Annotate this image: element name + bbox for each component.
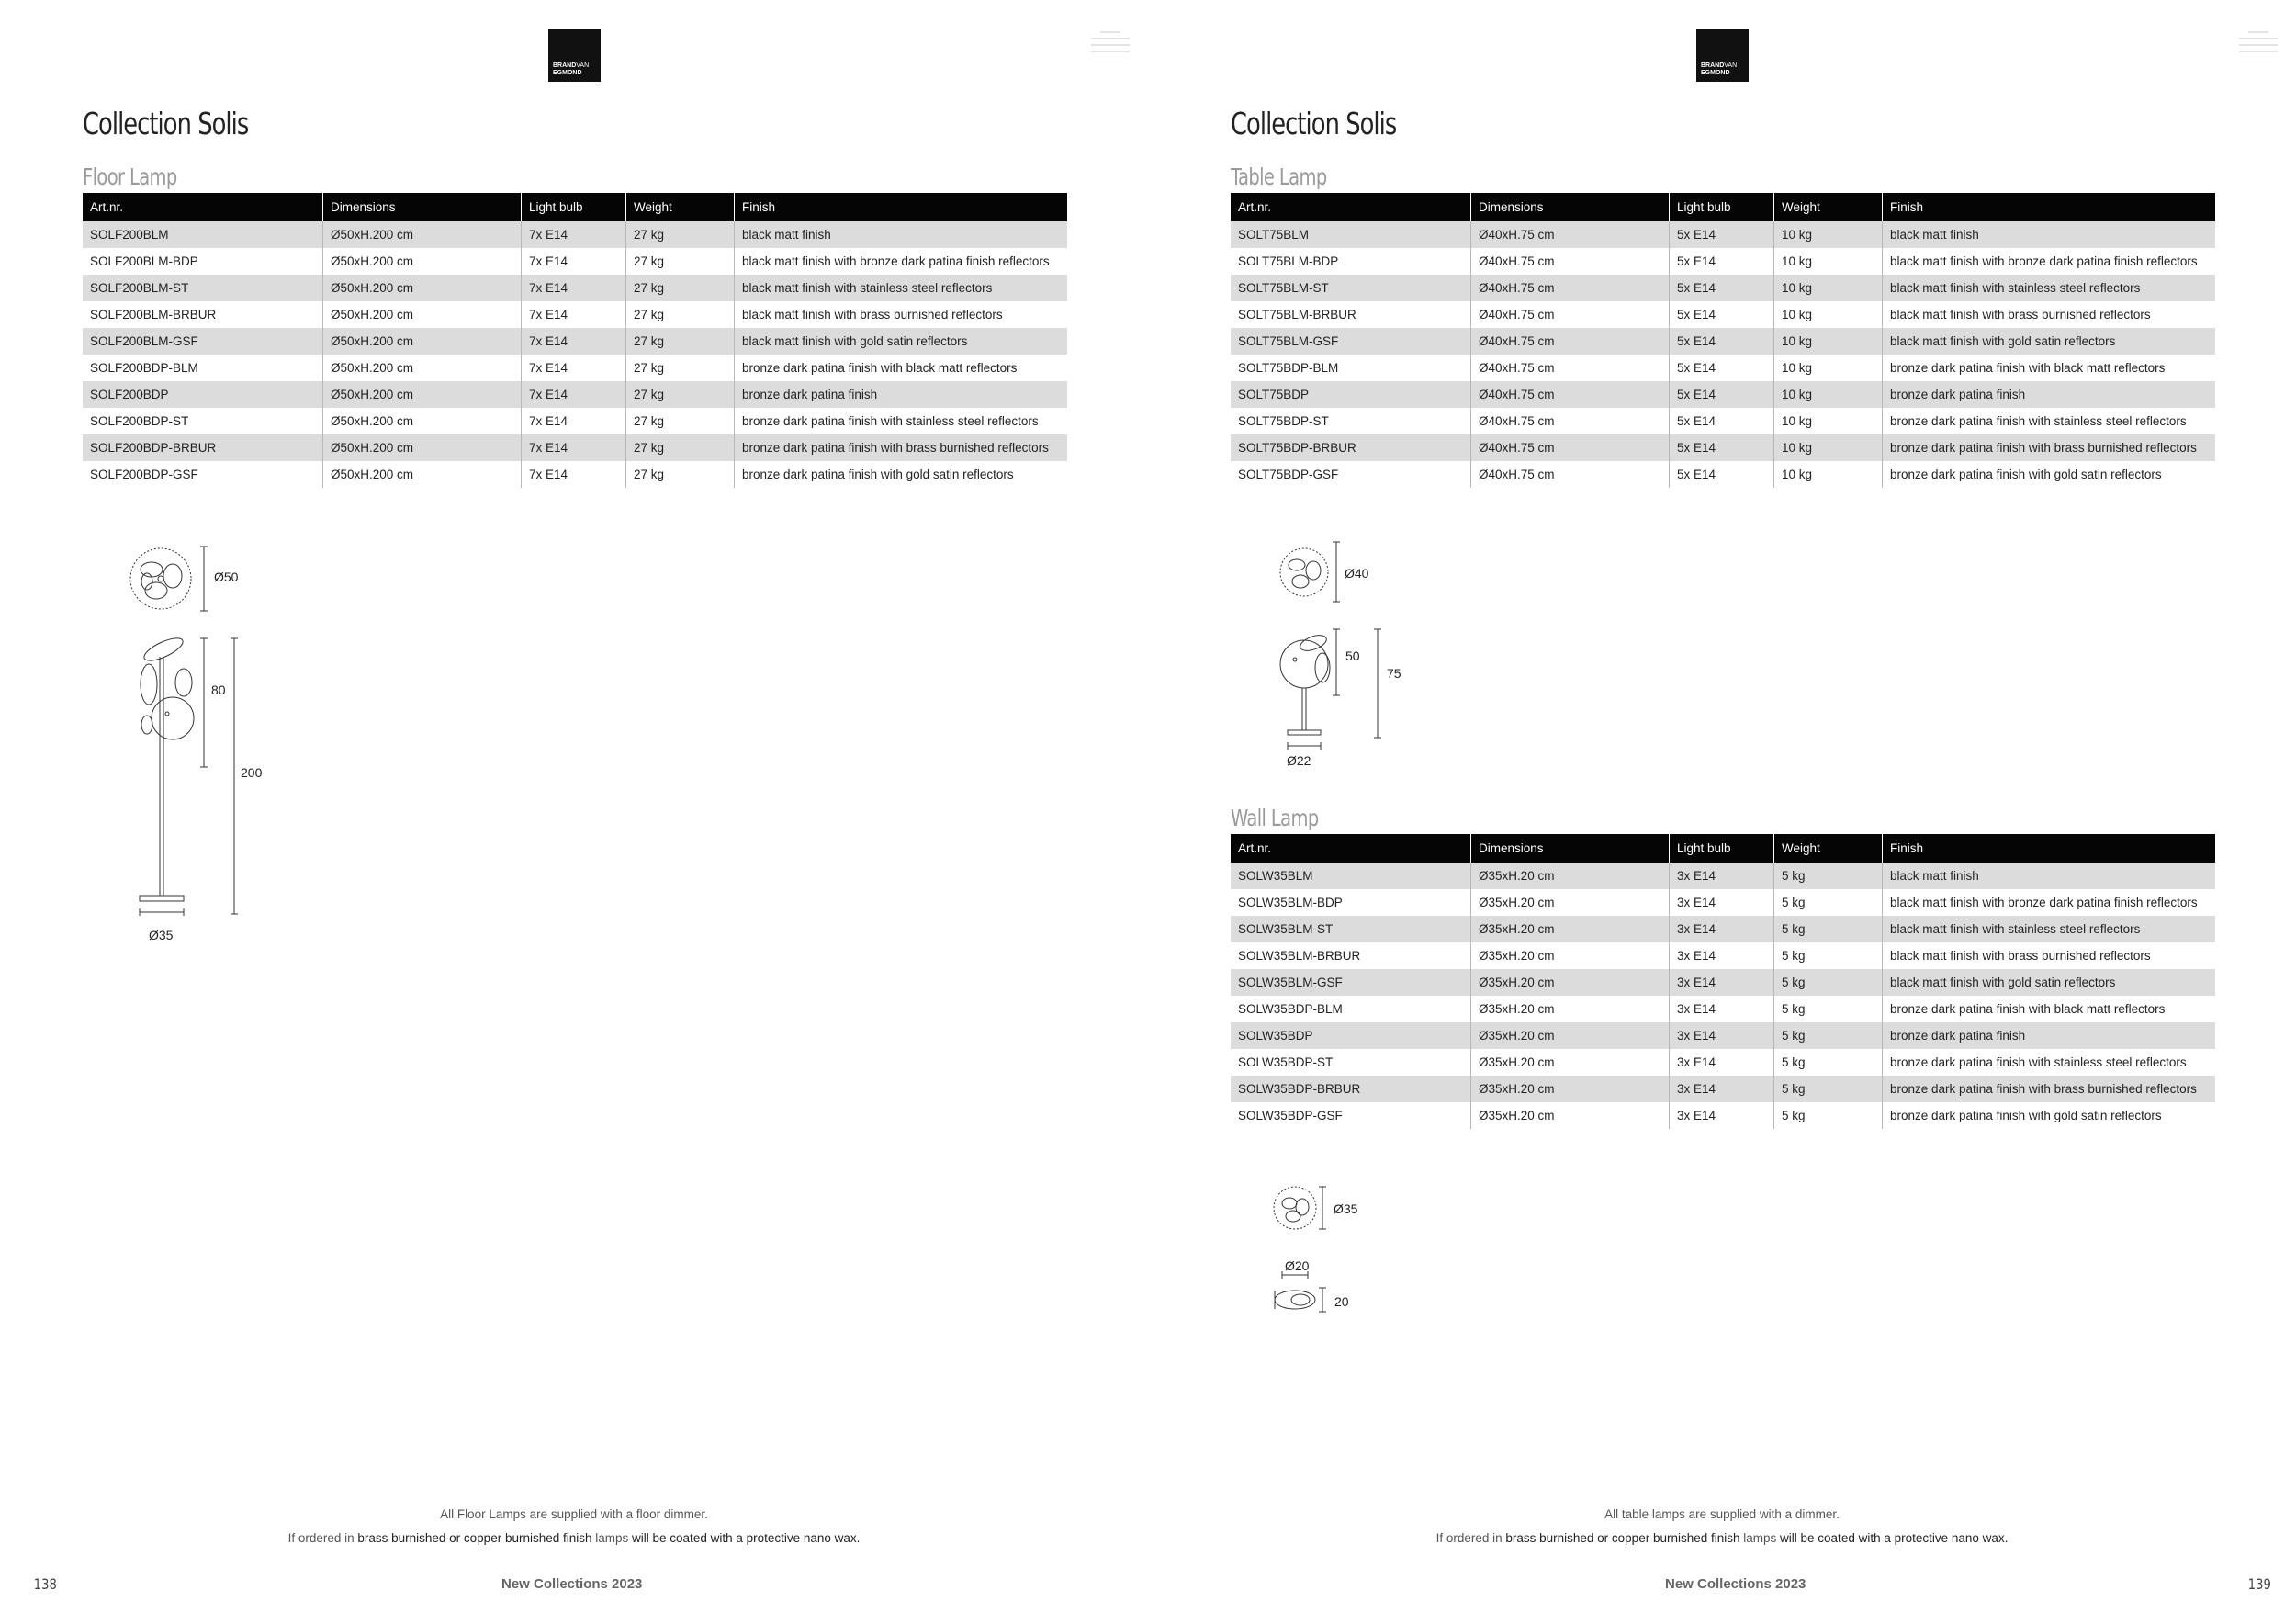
page-number: 139 bbox=[2247, 1575, 2271, 1593]
dimensions-cell: Ø50xH.200 cm bbox=[323, 248, 522, 275]
column-header: Finish bbox=[735, 193, 1068, 221]
dim-head-height: 50 bbox=[1345, 648, 1360, 663]
art-nr-cell: SOLW35BLM-BDP bbox=[1238, 896, 1343, 909]
wall-lamp-drawing bbox=[1267, 1176, 1378, 1323]
art-nr-cell: SOLW35BLM bbox=[1231, 863, 1471, 889]
menu-icon[interactable] bbox=[1091, 31, 1130, 53]
weight-cell: 5 kg bbox=[1774, 889, 1883, 916]
finish-cell: bronze dark patina finish with stainless steel reflectors bbox=[1883, 1049, 2216, 1076]
dim-top-diameter: Ø40 bbox=[1345, 566, 1369, 581]
dim-top-diameter: Ø35 bbox=[1334, 1201, 1358, 1216]
finish-cell: black matt finish with gold satin reflectors bbox=[1883, 328, 2216, 355]
art-nr-cell: SOLT75BLM-ST bbox=[1231, 275, 1471, 301]
light-bulb-cell: 5x E14 bbox=[1670, 461, 1774, 488]
light-bulb-cell: 3x E14 bbox=[1670, 942, 1774, 969]
weight-cell: 10 kg bbox=[1774, 355, 1883, 381]
weight-cell: 10 kg bbox=[1774, 434, 1883, 461]
art-nr-cell: SOLT75BLM bbox=[1231, 221, 1471, 248]
art-nr-cell: SOLW35BDP-GSF bbox=[1238, 1109, 1343, 1122]
finish-cell: black matt finish with stainless steel reflectors bbox=[735, 275, 1068, 301]
finish-cell: bronze dark patina finish with gold satin reflectors bbox=[1883, 1102, 2216, 1129]
light-bulb-cell: 3x E14 bbox=[1670, 969, 1774, 996]
column-header: Finish bbox=[1883, 193, 2216, 221]
finish-cell: black matt finish bbox=[735, 221, 1068, 248]
footer-title: New Collections 2023 bbox=[1665, 1576, 1806, 1592]
dim-head-height: 80 bbox=[211, 682, 226, 697]
column-header: Dimensions bbox=[323, 193, 522, 221]
finish-cell: black matt finish with stainless steel reflectors bbox=[1883, 275, 2216, 301]
brand-line2: EGMOND bbox=[1701, 70, 1730, 76]
table-row bbox=[1231, 328, 2215, 355]
dimensions-cell: Ø50xH.200 cm bbox=[323, 461, 522, 488]
column-header: Weight bbox=[1774, 193, 1883, 221]
art-nr-cell: SOLT75BDP-ST bbox=[1238, 414, 1329, 428]
dimensions-cell: Ø50xH.200 cm bbox=[323, 434, 522, 461]
art-nr-cell: SOLW35BDP-BLM bbox=[1238, 1002, 1343, 1016]
dimensions-cell: Ø35xH.20 cm bbox=[1471, 1022, 1670, 1049]
table-row bbox=[83, 434, 1067, 461]
dim-top-diameter: Ø50 bbox=[214, 570, 239, 584]
page-number: 138 bbox=[33, 1575, 57, 1593]
art-nr-cell: SOLW35BLM-BRBUR bbox=[1238, 949, 1361, 963]
light-bulb-cell: 3x E14 bbox=[1670, 916, 1774, 942]
finish-cell: bronze dark patina finish with black matt reflectors bbox=[735, 355, 1068, 381]
footer-title: New Collections 2023 bbox=[501, 1576, 643, 1592]
art-nr-cell: SOLF200BDP-BLM bbox=[90, 361, 198, 375]
brand-line1b: VAN bbox=[1724, 62, 1738, 69]
art-nr-cell: SOLW35BLM-ST bbox=[1231, 916, 1471, 942]
wall-lamp-spec-table bbox=[1231, 834, 2215, 1129]
art-nr-cell: SOLT75BDP bbox=[1231, 381, 1471, 408]
art-nr-cell: SOLT75BDP-BLM bbox=[1238, 361, 1339, 375]
dimensions-cell: Ø35xH.20 cm bbox=[1471, 863, 1670, 889]
weight-cell: 27 kg bbox=[626, 355, 735, 381]
light-bulb-cell: 7x E14 bbox=[522, 434, 626, 461]
weight-cell: 27 kg bbox=[626, 408, 735, 434]
weight-cell: 5 kg bbox=[1774, 969, 1883, 996]
dimensions-cell: Ø50xH.200 cm bbox=[323, 301, 522, 328]
art-nr-cell: SOLF200BLM-BRBUR bbox=[90, 308, 217, 321]
finish-cell: bronze dark patina finish with brass burnished reflectors bbox=[735, 434, 1068, 461]
art-nr-cell: SOLF200BDP-GSF bbox=[90, 468, 198, 481]
art-nr-cell: SOLW35BLM-GSF bbox=[1231, 969, 1471, 996]
art-nr-cell: SOLT75BDP-BRBUR bbox=[1231, 434, 1471, 461]
finish-cell: bronze dark patina finish with brass burnished reflectors bbox=[1883, 1076, 2216, 1102]
finish-cell: bronze dark patina finish bbox=[735, 381, 1068, 408]
table-row bbox=[1231, 381, 2215, 408]
table-row bbox=[1231, 969, 2215, 996]
table-row bbox=[83, 301, 1067, 328]
dim-depth: 20 bbox=[1334, 1294, 1349, 1309]
table-row bbox=[83, 328, 1067, 355]
light-bulb-cell: 5x E14 bbox=[1670, 408, 1774, 434]
column-header: Weight bbox=[626, 193, 735, 221]
weight-cell: 5 kg bbox=[1774, 916, 1883, 942]
finish-cell: black matt finish with brass burnished reflectors bbox=[1883, 301, 2216, 328]
column-header: Art.nr. bbox=[1231, 834, 1471, 863]
dimensions-cell: Ø40xH.75 cm bbox=[1471, 221, 1670, 248]
light-bulb-cell: 3x E14 bbox=[1670, 863, 1774, 889]
art-nr-cell: SOLF200BLM-GSF bbox=[83, 328, 323, 355]
weight-cell: 10 kg bbox=[1774, 461, 1883, 488]
finish-cell: bronze dark patina finish with black matt reflectors bbox=[1883, 355, 2216, 381]
table-header-row bbox=[1231, 193, 2215, 221]
table-row bbox=[1231, 221, 2215, 248]
art-nr-cell: SOLF200BDP-ST bbox=[90, 414, 189, 428]
column-header: Art.nr. bbox=[83, 193, 323, 221]
table-row bbox=[1231, 408, 2215, 434]
art-nr-cell: SOLF200BDP-BRBUR bbox=[83, 434, 323, 461]
light-bulb-cell: 5x E14 bbox=[1670, 221, 1774, 248]
table-row bbox=[1231, 1049, 2215, 1076]
weight-cell: 27 kg bbox=[626, 434, 735, 461]
brand-line1b: VAN bbox=[576, 62, 590, 69]
table-row bbox=[1231, 889, 2215, 916]
column-header: Dimensions bbox=[1471, 193, 1670, 221]
table-row bbox=[1231, 863, 2215, 889]
dimensions-cell: Ø50xH.200 cm bbox=[323, 275, 522, 301]
light-bulb-cell: 7x E14 bbox=[522, 221, 626, 248]
footnote: All table lamps are supplied with a dimmer. bbox=[1604, 1507, 1840, 1521]
menu-icon[interactable] bbox=[2239, 31, 2278, 53]
floor-lamp-drawing bbox=[119, 537, 285, 951]
table-row bbox=[1231, 1102, 2215, 1129]
dimensions-cell: Ø50xH.200 cm bbox=[323, 408, 522, 434]
weight-cell: 5 kg bbox=[1774, 1049, 1883, 1076]
weight-cell: 10 kg bbox=[1774, 381, 1883, 408]
footnote-coating: If ordered in brass burnished or copper burnished finish lamps will be coated with a protective nano wax. bbox=[1435, 1531, 2009, 1545]
table-row bbox=[83, 248, 1067, 275]
brand-line1: BRAND bbox=[1701, 62, 1725, 69]
weight-cell: 10 kg bbox=[1774, 275, 1883, 301]
table-row bbox=[83, 355, 1067, 381]
light-bulb-cell: 3x E14 bbox=[1670, 1049, 1774, 1076]
light-bulb-cell: 5x E14 bbox=[1670, 434, 1774, 461]
right-page bbox=[1148, 0, 2296, 1624]
weight-cell: 10 kg bbox=[1774, 301, 1883, 328]
weight-cell: 27 kg bbox=[626, 461, 735, 488]
table-row bbox=[83, 221, 1067, 248]
dimensions-cell: Ø40xH.75 cm bbox=[1471, 248, 1670, 275]
light-bulb-cell: 3x E14 bbox=[1670, 889, 1774, 916]
table-row bbox=[1231, 248, 2215, 275]
column-header: Dimensions bbox=[1471, 834, 1670, 863]
art-nr-cell: SOLT75BLM-BDP bbox=[1238, 254, 1339, 268]
brand-logo bbox=[1696, 29, 1749, 82]
dim-total-height: 200 bbox=[241, 765, 263, 780]
finish-cell: black matt finish with brass burnished reflectors bbox=[1883, 942, 2216, 969]
dimensions-cell: Ø40xH.75 cm bbox=[1471, 381, 1670, 408]
dimensions-cell: Ø40xH.75 cm bbox=[1471, 275, 1670, 301]
finish-cell: black matt finish with stainless steel reflectors bbox=[1883, 916, 2216, 942]
dimensions-cell: Ø50xH.200 cm bbox=[323, 381, 522, 408]
finish-cell: black matt finish with bronze dark patina finish reflectors bbox=[1883, 248, 2216, 275]
finish-cell: bronze dark patina finish with gold satin reflectors bbox=[1883, 461, 2216, 488]
light-bulb-cell: 7x E14 bbox=[522, 355, 626, 381]
dimensions-cell: Ø35xH.20 cm bbox=[1471, 1049, 1670, 1076]
section-title-table-lamp: Table Lamp bbox=[1231, 164, 1327, 190]
light-bulb-cell: 5x E14 bbox=[1670, 301, 1774, 328]
dimensions-cell: Ø50xH.200 cm bbox=[323, 221, 522, 248]
art-nr-cell: SOLT75BLM-BRBUR bbox=[1238, 308, 1356, 321]
dimensions-cell: Ø35xH.20 cm bbox=[1471, 916, 1670, 942]
finish-cell: bronze dark patina finish bbox=[1883, 1022, 2216, 1049]
table-header-row bbox=[1231, 834, 2215, 863]
table-row bbox=[1231, 996, 2215, 1022]
finish-cell: bronze dark patina finish with gold satin reflectors bbox=[735, 461, 1068, 488]
light-bulb-cell: 7x E14 bbox=[522, 328, 626, 355]
table-row bbox=[83, 461, 1067, 488]
weight-cell: 27 kg bbox=[626, 301, 735, 328]
table-row bbox=[1231, 355, 2215, 381]
art-nr-cell: SOLF200BDP bbox=[83, 381, 323, 408]
table-row bbox=[1231, 1076, 2215, 1102]
table-row bbox=[1231, 301, 2215, 328]
light-bulb-cell: 7x E14 bbox=[522, 248, 626, 275]
column-header: Light bulb bbox=[1670, 193, 1774, 221]
light-bulb-cell: 3x E14 bbox=[1670, 1022, 1774, 1049]
dimensions-cell: Ø40xH.75 cm bbox=[1471, 461, 1670, 488]
table-lamp-spec-table bbox=[1231, 193, 2215, 488]
art-nr-cell: SOLF200BLM-ST bbox=[83, 275, 323, 301]
dim-base-diameter: Ø35 bbox=[149, 928, 174, 942]
brand-logo bbox=[548, 29, 601, 82]
light-bulb-cell: 5x E14 bbox=[1670, 328, 1774, 355]
weight-cell: 27 kg bbox=[626, 275, 735, 301]
weight-cell: 10 kg bbox=[1774, 328, 1883, 355]
dimensions-cell: Ø35xH.20 cm bbox=[1471, 889, 1670, 916]
weight-cell: 10 kg bbox=[1774, 248, 1883, 275]
weight-cell: 5 kg bbox=[1774, 1076, 1883, 1102]
table-row bbox=[83, 408, 1067, 434]
light-bulb-cell: 7x E14 bbox=[522, 275, 626, 301]
weight-cell: 10 kg bbox=[1774, 221, 1883, 248]
light-bulb-cell: 5x E14 bbox=[1670, 248, 1774, 275]
art-nr-cell: SOLW35BDP bbox=[1231, 1022, 1471, 1049]
dimensions-cell: Ø40xH.75 cm bbox=[1471, 408, 1670, 434]
dimensions-cell: Ø50xH.200 cm bbox=[323, 355, 522, 381]
light-bulb-cell: 5x E14 bbox=[1670, 381, 1774, 408]
dimensions-cell: Ø35xH.20 cm bbox=[1471, 942, 1670, 969]
table-row bbox=[1231, 1022, 2215, 1049]
column-header: Weight bbox=[1774, 834, 1883, 863]
weight-cell: 5 kg bbox=[1774, 863, 1883, 889]
finish-cell: black matt finish with bronze dark patina finish reflectors bbox=[735, 248, 1068, 275]
art-nr-cell: SOLW35BDP-BRBUR bbox=[1231, 1076, 1471, 1102]
table-row bbox=[83, 275, 1067, 301]
finish-cell: bronze dark patina finish bbox=[1883, 381, 2216, 408]
weight-cell: 27 kg bbox=[626, 221, 735, 248]
weight-cell: 27 kg bbox=[626, 328, 735, 355]
light-bulb-cell: 7x E14 bbox=[522, 381, 626, 408]
light-bulb-cell: 3x E14 bbox=[1670, 1076, 1774, 1102]
dimensions-cell: Ø40xH.75 cm bbox=[1471, 328, 1670, 355]
column-header: Light bulb bbox=[1670, 834, 1774, 863]
weight-cell: 5 kg bbox=[1774, 996, 1883, 1022]
collection-title: Collection Solis bbox=[1231, 106, 1397, 141]
table-row bbox=[1231, 275, 2215, 301]
art-nr-cell: SOLT75BLM-GSF bbox=[1231, 328, 1471, 355]
brand-line1: BRAND bbox=[553, 62, 577, 69]
section-title-floor-lamp: Floor Lamp bbox=[83, 164, 177, 190]
finish-cell: bronze dark patina finish with stainless steel reflectors bbox=[735, 408, 1068, 434]
finish-cell: bronze dark patina finish with brass burnished reflectors bbox=[1883, 434, 2216, 461]
light-bulb-cell: 5x E14 bbox=[1670, 355, 1774, 381]
table-header-row bbox=[83, 193, 1067, 221]
dimensions-cell: Ø40xH.75 cm bbox=[1471, 301, 1670, 328]
light-bulb-cell: 7x E14 bbox=[522, 461, 626, 488]
weight-cell: 10 kg bbox=[1774, 408, 1883, 434]
dim-mount-diameter: Ø20 bbox=[1285, 1258, 1310, 1273]
finish-cell: black matt finish with gold satin reflectors bbox=[735, 328, 1068, 355]
table-lamp-drawing bbox=[1267, 537, 1414, 767]
dimensions-cell: Ø35xH.20 cm bbox=[1471, 1102, 1670, 1129]
table-row bbox=[1231, 434, 2215, 461]
dimensions-cell: Ø35xH.20 cm bbox=[1471, 969, 1670, 996]
weight-cell: 5 kg bbox=[1774, 1022, 1883, 1049]
finish-cell: black matt finish bbox=[1883, 221, 2216, 248]
light-bulb-cell: 7x E14 bbox=[522, 301, 626, 328]
light-bulb-cell: 7x E14 bbox=[522, 408, 626, 434]
finish-cell: black matt finish with bronze dark patina finish reflectors bbox=[1883, 889, 2216, 916]
dimensions-cell: Ø40xH.75 cm bbox=[1471, 355, 1670, 381]
dimensions-cell: Ø50xH.200 cm bbox=[323, 328, 522, 355]
column-header: Art.nr. bbox=[1231, 193, 1471, 221]
section-title-wall-lamp: Wall Lamp bbox=[1231, 805, 1319, 831]
dimensions-cell: Ø35xH.20 cm bbox=[1471, 1076, 1670, 1102]
weight-cell: 27 kg bbox=[626, 248, 735, 275]
table-row bbox=[1231, 461, 2215, 488]
finish-cell: black matt finish with gold satin reflectors bbox=[1883, 969, 2216, 996]
column-header: Finish bbox=[1883, 834, 2216, 863]
light-bulb-cell: 3x E14 bbox=[1670, 1102, 1774, 1129]
art-nr-cell: SOLF200BLM-BDP bbox=[90, 254, 198, 268]
brand-line2: EGMOND bbox=[553, 70, 582, 76]
dimensions-cell: Ø40xH.75 cm bbox=[1471, 434, 1670, 461]
light-bulb-cell: 5x E14 bbox=[1670, 275, 1774, 301]
weight-cell: 27 kg bbox=[626, 381, 735, 408]
finish-cell: black matt finish with brass burnished reflectors bbox=[735, 301, 1068, 328]
footnote: All Floor Lamps are supplied with a floor dimmer. bbox=[440, 1507, 708, 1521]
dimensions-cell: Ø35xH.20 cm bbox=[1471, 996, 1670, 1022]
art-nr-cell: SOLF200BLM bbox=[83, 221, 323, 248]
finish-cell: bronze dark patina finish with stainless steel reflectors bbox=[1883, 408, 2216, 434]
finish-cell: black matt finish bbox=[1883, 863, 2216, 889]
art-nr-cell: SOLT75BDP-GSF bbox=[1238, 468, 1339, 481]
column-header: Light bulb bbox=[522, 193, 626, 221]
floor-lamp-spec-table bbox=[83, 193, 1067, 488]
footnote-coating: If ordered in brass burnished or copper burnished finish lamps will be coated with a protective nano wax. bbox=[287, 1531, 861, 1545]
weight-cell: 5 kg bbox=[1774, 1102, 1883, 1129]
collection-title: Collection Solis bbox=[83, 106, 249, 141]
dim-total-height: 75 bbox=[1387, 666, 1401, 681]
table-row bbox=[83, 381, 1067, 408]
table-row bbox=[1231, 942, 2215, 969]
finish-cell: bronze dark patina finish with black matt reflectors bbox=[1883, 996, 2216, 1022]
light-bulb-cell: 3x E14 bbox=[1670, 996, 1774, 1022]
dim-base-diameter: Ø22 bbox=[1287, 753, 1311, 768]
art-nr-cell: SOLW35BDP-ST bbox=[1238, 1055, 1334, 1069]
table-row bbox=[1231, 916, 2215, 942]
weight-cell: 5 kg bbox=[1774, 942, 1883, 969]
